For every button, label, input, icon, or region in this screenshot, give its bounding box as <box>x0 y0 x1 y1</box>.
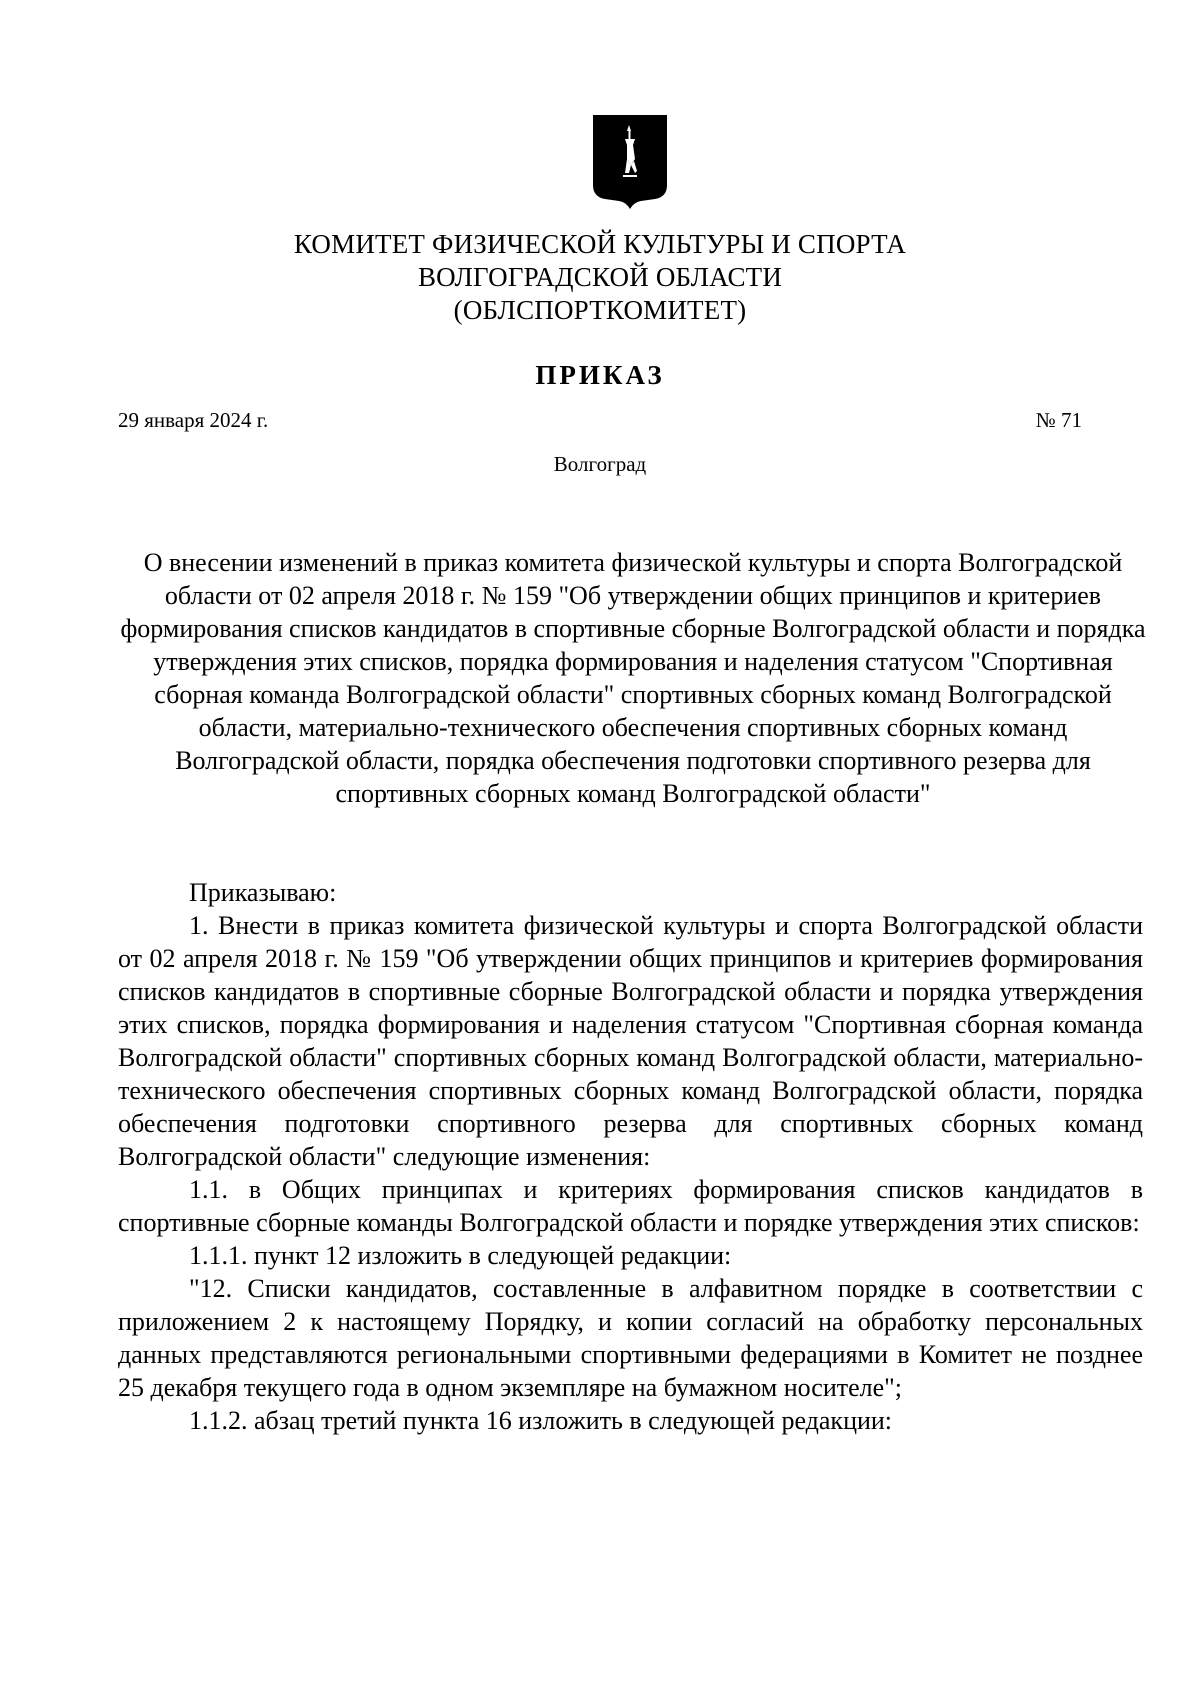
document-date: 29 января 2024 г. <box>118 408 269 432</box>
document-number: № 71 <box>1035 408 1082 432</box>
paragraph-12-quote: "12. Списки кандидатов, составленные в алфавитном порядке в соответствии с приложением 2 к настоящему Порядку, и копии согласий на обработку персональных данных представляются региональными спортивными федерациями в Комитет не позднее 25 декабря текущего года в одном экземпляре на бумажном носителе"; <box>118 1274 1143 1402</box>
paragraph-1-1: 1.1. в Общих принципах и критериях формирования списков кандидатов в спортивные сборные команды Волгоградской области и порядке утверждения этих списков: <box>118 1175 1143 1237</box>
paragraph-1-1-2: 1.1.2. абзац третий пункта 16 изложить в следующей редакции: <box>189 1406 893 1435</box>
document-subject: О внесении изменений в приказ комитета физической культуры и спорта Волгоградской области от 02 апреля 2018 г. № 159 "Об утверждении общих принципов и критериев формирования списков кандидатов в спортивные сборные Волгоградской области и порядка утверждения этих списков, порядка формирования и наделения статусом "Спортивная сборная команда Волгоградской области" спортивных сборных команд Волгоградской области, материально-технического обеспечения спортивных сборных команд Волгоградской области, порядка обеспечения подготовки спортивного резерва для спортивных сборных команд Волгоградской области" <box>120 548 1146 808</box>
org-name-line-2: ВОЛГОГРАДСКОЙ ОБЛАСТИ <box>417 262 783 292</box>
org-name-line-1: КОМИТЕТ ФИЗИЧЕСКОЙ КУЛЬТУРЫ И СПОРТА <box>293 229 907 259</box>
order-word: Приказываю: <box>189 878 337 907</box>
document-body <box>118 876 1143 1437</box>
paragraph-1-1-1: 1.1.1. пункт 12 изложить в следующей редакции: <box>189 1241 732 1270</box>
document-city: Волгоград <box>553 452 647 476</box>
document-title: ПРИКАЗ <box>535 360 665 390</box>
volgograd-region-coat-of-arms-icon <box>591 113 669 211</box>
org-name-line-3: (ОБЛСПОРТКОМИТЕТ) <box>453 295 747 325</box>
organization-header <box>0 228 1200 327</box>
paragraph-1: 1. Внести в приказ комитета физической культуры и спорта Волгоградской области от 02 апреля 2018 г. № 159 "Об утверждении общих принципов и критериев формирования списков кандидатов в спортивные сборные Волгоградской области и порядка утверждения этих списков, порядка формирования и наделения статусом "Спортивная сборная команда Волгоградской области" спортивных сборных команд Волгоградской области, материально-технического обеспечения спортивных сборных команд Волгоградской области, порядка обеспечения подготовки спортивного резерва для спортивных сборных команд Волгоградской области" следующие изменения: <box>118 911 1143 1171</box>
